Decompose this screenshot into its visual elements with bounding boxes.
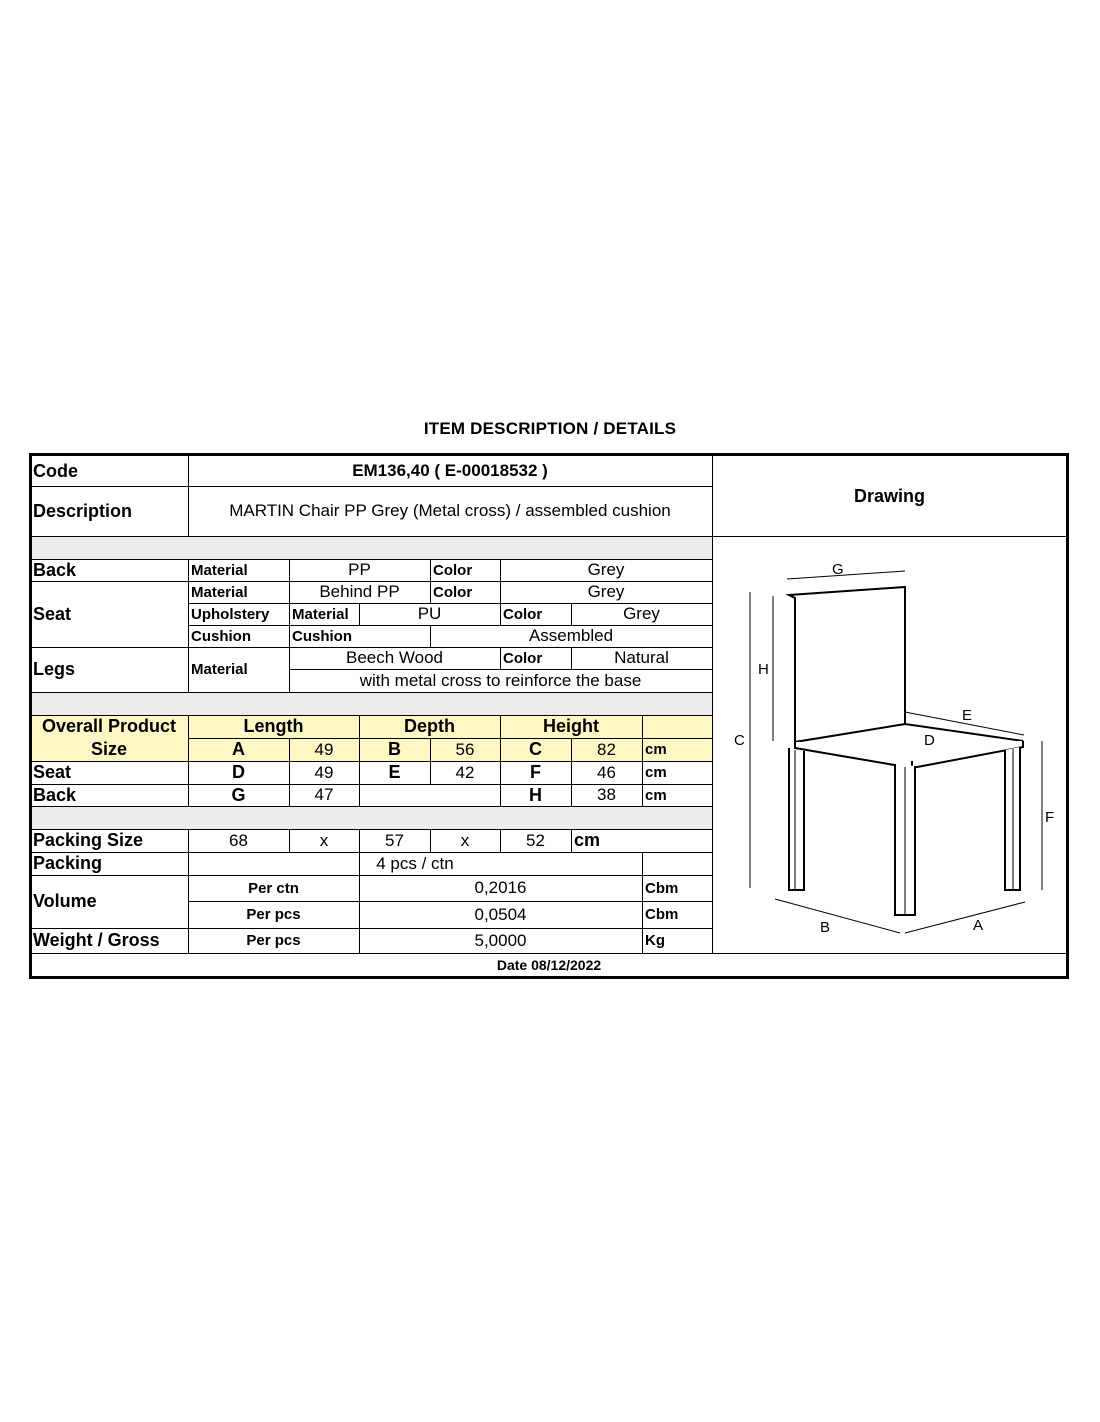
dim-value-d: 49	[314, 762, 334, 782]
description-label: Description	[33, 500, 133, 521]
dim-value-a: 49	[314, 739, 334, 759]
weight-value: 5,0000	[474, 930, 527, 950]
packing-width: 57	[385, 830, 404, 850]
seat-size-label: Seat	[33, 762, 72, 782]
dim-letter-f: F	[1045, 809, 1055, 826]
dim-key-a: A	[232, 739, 245, 759]
dim-letter-g: G	[832, 561, 844, 578]
packing-value: 4 pcs / ctn	[376, 853, 454, 873]
dim-letter-c: C	[734, 732, 745, 749]
seat-material: Behind PP	[319, 582, 400, 601]
dim-key-b: B	[388, 739, 401, 759]
seat-color-label: Color	[433, 583, 473, 601]
upholstery-material-label: Material	[292, 605, 349, 623]
dim-value-h: 38	[597, 785, 616, 804]
dim-letter-d: D	[924, 732, 935, 749]
dim-value-f: 46	[597, 762, 616, 782]
overall-size-label: Overall Product	[41, 716, 177, 736]
legs-material: Beech Wood	[345, 648, 444, 667]
back-material-label: Material	[191, 561, 248, 579]
seat-label: Seat	[33, 603, 72, 624]
legs-color: Natural	[614, 648, 669, 667]
dim-unit: cm	[645, 764, 667, 781]
dim-key-e: E	[388, 762, 401, 782]
upholstery-material: PU	[417, 604, 442, 623]
volume-per-ctn-label: Per ctn	[248, 879, 299, 897]
dim-letter-e: E	[962, 707, 973, 724]
packing-x-2: x	[460, 830, 470, 850]
cushion-value: Assembled	[528, 626, 614, 645]
dim-value-b: 56	[455, 739, 475, 759]
volume-per-ctn-unit: Cbm	[645, 879, 679, 897]
dim-unit: cm	[645, 741, 667, 758]
page-title: ITEM DESCRIPTION / DETAILS	[423, 419, 677, 438]
dim-key-h: H	[529, 784, 542, 805]
back-size-label: Back	[33, 784, 77, 805]
drawing-label: Drawing	[853, 485, 925, 506]
packing-height: 52	[526, 830, 545, 850]
weight-unit: Kg	[645, 932, 665, 949]
dim-key-d: D	[232, 762, 245, 782]
dim-value-c: 82	[597, 739, 616, 759]
dim-key-g: G	[231, 784, 246, 805]
length-header: Length	[243, 716, 304, 736]
description-value: MARTIN Chair PP Grey (Metal cross) / assembled cushion	[229, 501, 671, 520]
legs-note: with metal cross to reinforce the base	[359, 670, 642, 690]
overall-size-label-2: Size	[90, 739, 128, 759]
date-footer: Date 08/12/2022	[496, 957, 602, 973]
packing-size-label: Packing Size	[33, 830, 144, 850]
depth-header: Depth	[404, 716, 455, 736]
volume-per-pcs-label: Per pcs	[246, 906, 301, 923]
dim-unit: cm	[645, 786, 667, 804]
upholstery-color-label: Color	[503, 605, 543, 623]
legs-label: Legs	[33, 659, 76, 679]
back-color-label: Color	[433, 561, 473, 579]
packing-x-1: x	[319, 830, 329, 850]
seat-color: Grey	[587, 582, 625, 601]
volume-per-pcs: 0,0504	[474, 904, 527, 924]
seat-material-label: Material	[191, 583, 248, 601]
dim-value-e: 42	[455, 762, 475, 782]
dim-letter-a: A	[973, 917, 984, 934]
code-label: Code	[33, 460, 78, 481]
upholstery-label: Upholstery	[191, 605, 270, 623]
cushion-label-2: Cushion	[292, 627, 352, 645]
upholstery-color: Grey	[623, 604, 660, 623]
height-header: Height	[543, 716, 599, 736]
packing-size-unit: cm	[574, 830, 601, 850]
packing-length: 68	[229, 830, 248, 850]
volume-label: Volume	[33, 891, 97, 911]
legs-color-label: Color	[503, 649, 543, 667]
chair-drawing	[713, 537, 1066, 952]
weight-per-pcs-label: Per pcs	[246, 932, 301, 949]
volume-per-ctn: 0,2016	[474, 878, 527, 897]
back-material: PP	[348, 560, 371, 579]
dim-key-f: F	[530, 762, 541, 782]
back-color: Grey	[587, 560, 625, 579]
weight-label: Weight / Gross	[33, 930, 160, 950]
dim-letter-b: B	[820, 919, 831, 936]
code-value: EM136,40 ( E-00018532 )	[352, 461, 548, 480]
legs-material-label: Material	[191, 661, 248, 678]
dim-key-c: C	[529, 739, 542, 759]
dim-letter-h: H	[758, 661, 769, 678]
packing-label: Packing	[33, 853, 103, 873]
cushion-label: Cushion	[191, 627, 251, 645]
back-label: Back	[33, 559, 77, 580]
volume-per-pcs-unit: Cbm	[645, 906, 679, 923]
dim-value-g: 47	[314, 785, 334, 804]
